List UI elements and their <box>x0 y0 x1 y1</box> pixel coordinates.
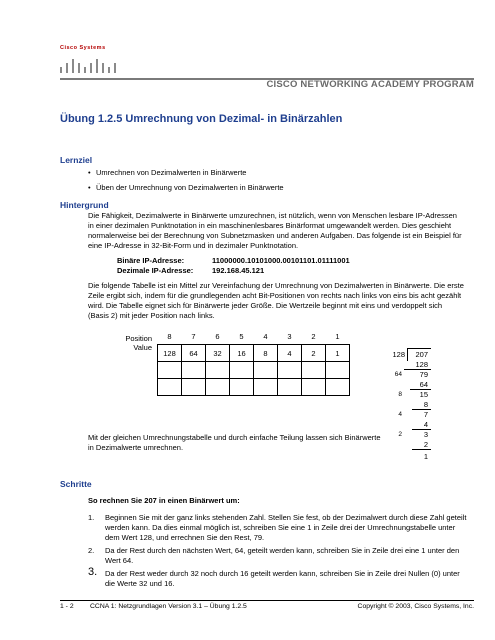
bullet-icon: • <box>88 168 91 177</box>
subtrahend: 2 <box>423 440 428 449</box>
binary-cell[interactable] <box>254 362 278 379</box>
binary-cell[interactable] <box>206 362 230 379</box>
binary-cell[interactable] <box>230 362 254 379</box>
binary-ip-label: Binäre IP-Adresse: <box>117 256 185 265</box>
divisor: 2 <box>398 431 402 438</box>
step-number: 2. <box>88 546 95 555</box>
binary-cell[interactable] <box>206 379 230 396</box>
footer-rule <box>60 600 474 601</box>
binary-cell[interactable] <box>158 379 182 396</box>
hintergrund-paragraph-2: Die folgende Tabelle ist ein Mittel zur Vereinfachung der Umrechnung von Dezimalwerten in Binärwerte. Die erste Zeile ergibt sich, indem für die grundlegenden acht Bit-Positionen von rechts nach links von eins bis acht gezählt wird. Die Tabelle eignet sich für Binärwerte jeder Größe. Die Wertzeile beginnt mit eins und verdoppelt sich (Basis 2) mit jeder Position nach links. <box>88 281 464 320</box>
value-cell: 128 <box>158 345 182 362</box>
position-cell: 4 <box>263 331 268 341</box>
value-cell: 16 <box>230 345 254 362</box>
subtrahend: 128 <box>415 360 428 369</box>
footer-page: 1 - 2 <box>60 603 74 610</box>
position-cell: 1 <box>335 331 340 341</box>
divisor: 8 <box>398 391 402 398</box>
binary-cell[interactable] <box>326 379 350 396</box>
footer-course: CCNA 1: Netzgrundlagen Version 3.1 – Übung 1.2.5 <box>90 603 247 610</box>
divisor: 4 <box>398 411 402 418</box>
lernziel-item: Umrechnen von Dezimalwerten in Binärwerte <box>96 168 247 177</box>
subtrahend: 4 <box>423 420 428 429</box>
value-cell: 4 <box>278 345 302 362</box>
page-title: Übung 1.2.5 Umrechnung von Dezimal- in Binärzahlen <box>60 113 343 125</box>
divisor: 64 <box>394 371 402 378</box>
position-cell: 7 <box>191 331 196 341</box>
binary-row <box>158 379 350 396</box>
divisor: 128 <box>392 350 405 359</box>
binary-cell[interactable] <box>158 362 182 379</box>
cisco-logo-icon <box>58 53 120 77</box>
step-text: Beginnen Sie mit der ganz links stehenden Zahl. Stellen Sie fest, ob der Dezimalwert durch diese Zahl geteilt werden kann. Da dies einmal möglich ist, schreiben Sie eine 1 in Zeile drei der Umrechnungstabelle unter dem Wert 128, und errechnen Sie den Rest, 79. <box>105 513 467 542</box>
step-number: 1. <box>88 513 95 522</box>
binary-cell[interactable] <box>302 379 326 396</box>
remainder: 3 <box>423 430 428 439</box>
position-label: Position <box>125 334 152 343</box>
binary-cell[interactable] <box>278 362 302 379</box>
binary-cell[interactable] <box>326 362 350 379</box>
program-title: CISCO NETWORKING ACADEMY PROGRAM <box>266 79 474 90</box>
value-cell: 1 <box>326 345 350 362</box>
binary-cell[interactable] <box>182 379 206 396</box>
dividend: 207 <box>415 350 428 359</box>
position-cell: 5 <box>239 331 244 341</box>
schritte-intro: So rechnen Sie 207 in einen Binärwert um: <box>88 496 240 505</box>
value-label: Value <box>133 343 152 352</box>
step-text: Da der Rest durch den nächsten Wert, 64, geteilt werden kann, schreiben Sie in Zeile drei eine 1 unter den Wert 64. <box>105 546 460 565</box>
subtrahend: 8 <box>423 400 428 409</box>
value-row <box>158 345 350 362</box>
footer-copyright: Copyright © 2003, Cisco Systems, Inc. <box>357 603 474 610</box>
subtrahend: 64 <box>419 380 428 389</box>
final-remainder: 1 <box>423 452 428 461</box>
division-bracket <box>407 348 431 349</box>
remainder: 79 <box>419 370 428 379</box>
lernziel-heading: Lernziel <box>60 155 93 165</box>
binary-ip-value: 11000000.10101000.00101101.01111001 <box>212 256 350 265</box>
bullet-icon: • <box>88 183 91 192</box>
division-line <box>412 449 431 450</box>
position-cell: 6 <box>215 331 220 341</box>
binary-cell[interactable] <box>182 362 206 379</box>
logo-text: Cisco Systems <box>60 45 106 51</box>
remainder: 7 <box>423 410 428 419</box>
table-caption: Mit der gleichen Umrechnungstabelle und durch einfache Teilung lassen sich Binärwerte in Dezimalwerte umrechnen. <box>88 433 381 452</box>
position-cell: 2 <box>311 331 316 341</box>
binary-cell[interactable] <box>302 362 326 379</box>
hintergrund-heading: Hintergrund <box>60 200 109 210</box>
schritte-heading: Schritte <box>60 479 92 489</box>
binary-cell[interactable] <box>254 379 278 396</box>
binary-cell[interactable] <box>230 379 254 396</box>
decimal-ip-value: 192.168.45.121 <box>212 266 265 275</box>
value-cell: 2 <box>302 345 326 362</box>
lernziel-item: Üben der Umrechnung von Dezimalwerten in Binärwerte <box>96 183 284 192</box>
binary-row <box>158 362 350 379</box>
position-cell: 8 <box>167 331 172 341</box>
value-cell: 64 <box>182 345 206 362</box>
value-cell: 32 <box>206 345 230 362</box>
hintergrund-paragraph-1: Die Fähigkeit, Dezimalwerte in Binärwerte umzurechnen, ist nützlich, wenn von Menschen lesbare IP-Adressen in einer dezimalen Punktnotation in ein maschinenlesbares Binärformat umgewandelt werden. Dies geschieht normalerweise bei der Berechnung von Subnetzmasken und anderen Aufgaben. Das folgende ist ein Beispiel für eine IP-Adresse in 32-Bit-Form und in dezimaler Punktnotation. <box>88 211 462 250</box>
decimal-ip-label: Dezimale IP-Adresse: <box>117 266 194 275</box>
position-row <box>158 328 350 345</box>
step-number: 3. <box>88 566 98 578</box>
value-cell: 8 <box>254 345 278 362</box>
binary-cell[interactable] <box>278 379 302 396</box>
step-text: Da der Rest weder durch 32 noch durch 16 geteilt werden kann, schreiben Sie in Zeile drei Nullen (0) unter die Werte 32 und 16. <box>105 569 460 588</box>
conversion-table <box>157 328 350 396</box>
remainder: 15 <box>419 390 428 399</box>
position-value-label <box>112 334 152 352</box>
position-cell: 3 <box>287 331 292 341</box>
